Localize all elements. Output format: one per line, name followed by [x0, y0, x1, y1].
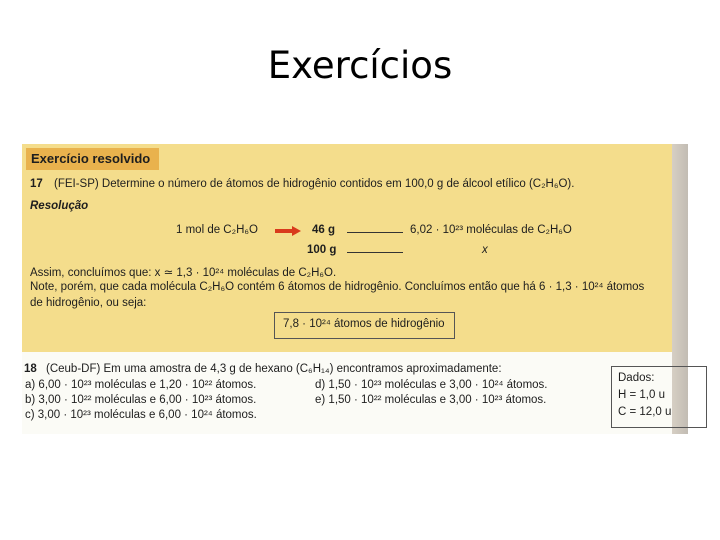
solved-exercise-header: Exercício resolvido — [31, 151, 151, 166]
row1-molecules: 6,02 · 10²³ moléculas de C₂H₆O — [410, 224, 572, 236]
conclusion-line-1: Assim, concluímos que: x ≃ 1,3 · 10²⁴ moléculas de C₂H₆O. — [30, 267, 337, 279]
option-d: d) 1,50 · 10²³ moléculas e 3,00 · 10²⁴ átomos. — [315, 379, 548, 391]
option-a: a) 6,00 · 10²³ moléculas e 1,20 · 10²² átomos. — [25, 379, 257, 391]
row2-unknown: x — [482, 244, 488, 256]
option-e: e) 1,50 · 10²² moléculas e 3,00 · 10²³ átomos. — [315, 394, 547, 406]
given-data-box — [611, 366, 707, 428]
answer-text: 7,8 · 10²⁴ átomos de hidrogênio — [283, 318, 445, 330]
scanned-page — [22, 144, 688, 434]
row2-mass: 100 g — [307, 244, 337, 256]
option-c: c) 3,00 · 10²³ moléculas e 6,00 · 10²⁴ átomos. — [25, 409, 257, 421]
q17-text: (FEI-SP) Determine o número de átomos de hidrogênio contidos em 100,0 g de álcool etílico (C₂H₆O). — [54, 178, 575, 190]
given-data-carbon: C = 12,0 u — [618, 406, 672, 418]
row1-mass: 46 g — [312, 224, 336, 236]
arrow-right-icon — [275, 226, 301, 236]
answer-box — [274, 312, 455, 339]
row1-divider — [347, 232, 403, 233]
q18-number: 18 — [24, 363, 37, 375]
slide-title: Exercícios — [267, 44, 453, 87]
option-b: b) 3,00 · 10²² moléculas e 6,00 · 10²³ átomos. — [25, 394, 257, 406]
row1-left: 1 mol de C₂H₆O — [176, 224, 258, 236]
conclusion-line-3: de hidrogênio, ou seja: — [30, 297, 147, 309]
q17-number: 17 — [30, 178, 43, 190]
row2-divider — [347, 252, 403, 253]
solved-exercise-tab — [26, 148, 159, 170]
resolution-label: Resolução — [30, 200, 89, 212]
given-data-label: Dados: — [618, 372, 655, 384]
given-data-hydrogen: H = 1,0 u — [618, 389, 665, 401]
conclusion-line-2: Note, porém, que cada molécula C₂H₆O contém 6 átomos de hidrogênio. Concluímos então que há 6 · 1,3 · 10²⁴ átomos — [30, 281, 645, 293]
q18-text: (Ceub-DF) Em uma amostra de 4,3 g de hexano (C₆H₁₄) encontramos aproximadamente: — [46, 363, 502, 375]
